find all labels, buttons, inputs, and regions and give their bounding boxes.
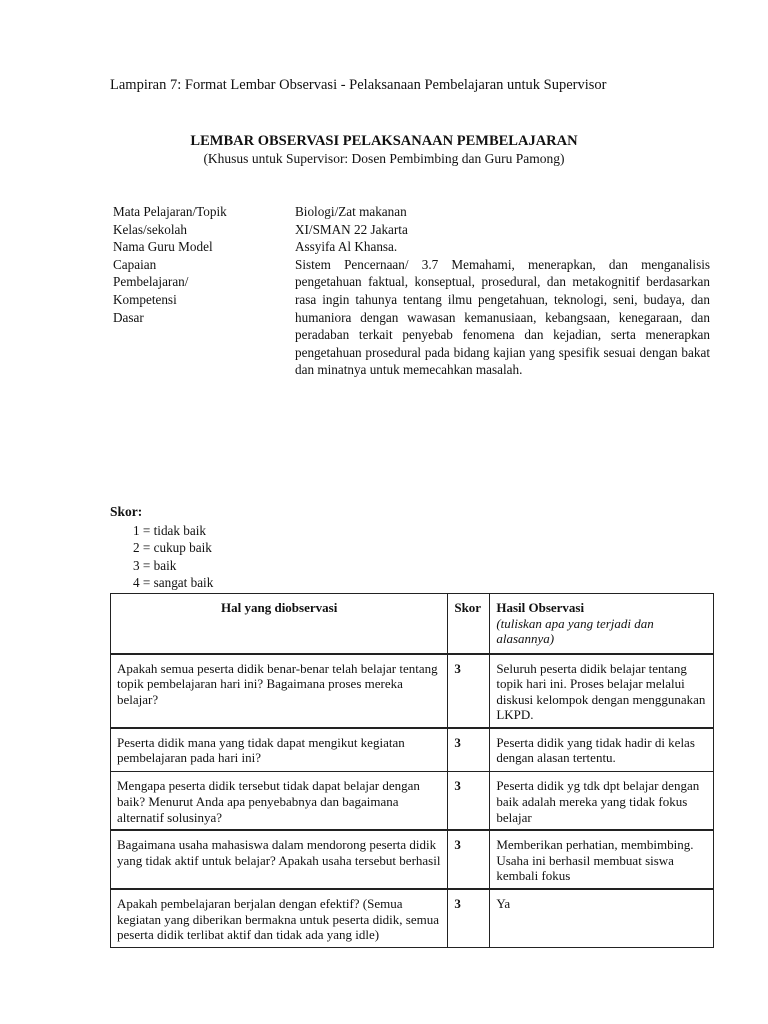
cell-skor: 3	[448, 728, 490, 772]
cell-hasil: Memberikan perhatian, membimbing. Usaha ini berhasil membuat siswa kembali fokus	[490, 830, 714, 889]
score-item: 2 = cukup baik	[133, 540, 212, 556]
table-header-row	[111, 594, 714, 654]
cell-hasil: Peserta didik yg tdk dpt belajar dengan baik adalah mereka yang tidak fokus belajar	[490, 772, 714, 830]
cell-hal: Bagaimana usaha mahasiswa dalam mendorong peserta didik yang tidak aktif untuk belajar? Apakah usaha tersebut berhasil	[111, 830, 448, 889]
cell-hasil: Ya	[490, 889, 714, 947]
score-item: 1 = tidak baik	[133, 523, 206, 538]
cell-skor: 3	[448, 654, 490, 728]
label-kompetensi: Kompetensi	[113, 291, 177, 307]
label-capaian: Capaian	[113, 256, 157, 272]
score-item: 4 = sangat baik	[133, 575, 214, 591]
info-values	[295, 203, 710, 379]
info-labels	[113, 203, 273, 326]
table-row	[111, 889, 714, 947]
observation-table	[110, 593, 714, 948]
label-mata-pelajaran: Mata Pelajaran/Topik	[113, 204, 227, 219]
score-heading: Skor:	[110, 504, 143, 519]
table-row	[111, 830, 714, 889]
cell-skor: 3	[448, 830, 490, 889]
cell-hasil: Peserta didik yang tidak hadir di kelas dengan alasan tertentu.	[490, 728, 714, 772]
cell-hal: Mengapa peserta didik tersebut tidak dapat belajar dengan baik? Menurut Anda apa penyebabnya dan bagaimana alternatif solusinya?	[111, 772, 448, 830]
header-skor: Skor	[448, 594, 490, 654]
cell-hasil: Seluruh peserta didik belajar tentang topik hari ini. Proses belajar melalui diskusi kelompok dengan menggunakan LKPD.	[490, 654, 714, 728]
cell-skor: 3	[448, 889, 490, 947]
cell-hal: Apakah semua peserta didik benar-benar telah belajar tentang topik pembelajaran hari ini? Bagaimana proses mereka belajar?	[111, 654, 448, 728]
header-hasil	[490, 594, 714, 654]
value-kelas: XI/SMAN 22 Jakarta	[295, 221, 408, 237]
label-kelas: Kelas/sekolah	[113, 221, 187, 237]
value-guru: Assyifa Al Khansa.	[295, 239, 398, 255]
appendix-caption: Lampiran 7: Format Lembar Observasi - Pelaksanaan Pembelajaran untuk Supervisor	[110, 77, 607, 93]
cell-hal: Peserta didik mana yang tidak dapat mengikut kegiatan pembelajaran pada hari ini?	[111, 728, 448, 772]
document-title: LEMBAR OBSERVASI PELAKSANAAN PEMBELAJARAN	[190, 133, 578, 149]
label-pembelajaran: Pembelajaran/	[113, 274, 189, 290]
header-hasil-sub: (tuliskan apa yang terjadi dan alasannya)	[496, 615, 654, 647]
label-dasar: Dasar	[113, 309, 144, 325]
header-hasil-label: Hasil Observasi	[496, 600, 585, 615]
score-item: 3 = baik	[133, 557, 177, 573]
label-guru: Nama Guru Model	[113, 239, 213, 255]
cell-skor: 3	[448, 772, 490, 830]
cell-hal: Apakah pembelajaran berjalan dengan efektif? (Semua kegiatan yang diberikan bermakna untuk peserta didik, semua peserta didik terlibat aktif dan tidak ada yang idle)	[111, 889, 448, 947]
table-row	[111, 654, 714, 728]
table-row	[111, 772, 714, 830]
score-legend	[133, 522, 213, 592]
document-subtitle: (Khusus untuk Supervisor: Dosen Pembimbing dan Guru Pamong)	[203, 151, 565, 166]
table-row	[111, 728, 714, 772]
value-mata-pelajaran: Biologi/Zat makanan	[295, 204, 407, 219]
value-capaian: Sistem Pencernaan/ 3.7 Memahami, menerapkan, dan menganalisis pengetahuan faktual, konseptual, prosedural, dan metakognitif berdasarkan rasa ingin tahunya tentang ilmu pengetahuan, teknologi, seni, budaya, dan humaniora dengan wawasan kemanusiaan, kebangsaan, kenegaraan, dan peradaban terkait penyebab fenomena dan kejadian, serta menerapkan pengetahuan prosedural pada bidang kajian yang spesifik sesuai dengan bakat dan minatnya untuk memecahkan masalah.	[295, 256, 710, 378]
header-hal: Hal yang diobservasi	[111, 594, 448, 654]
